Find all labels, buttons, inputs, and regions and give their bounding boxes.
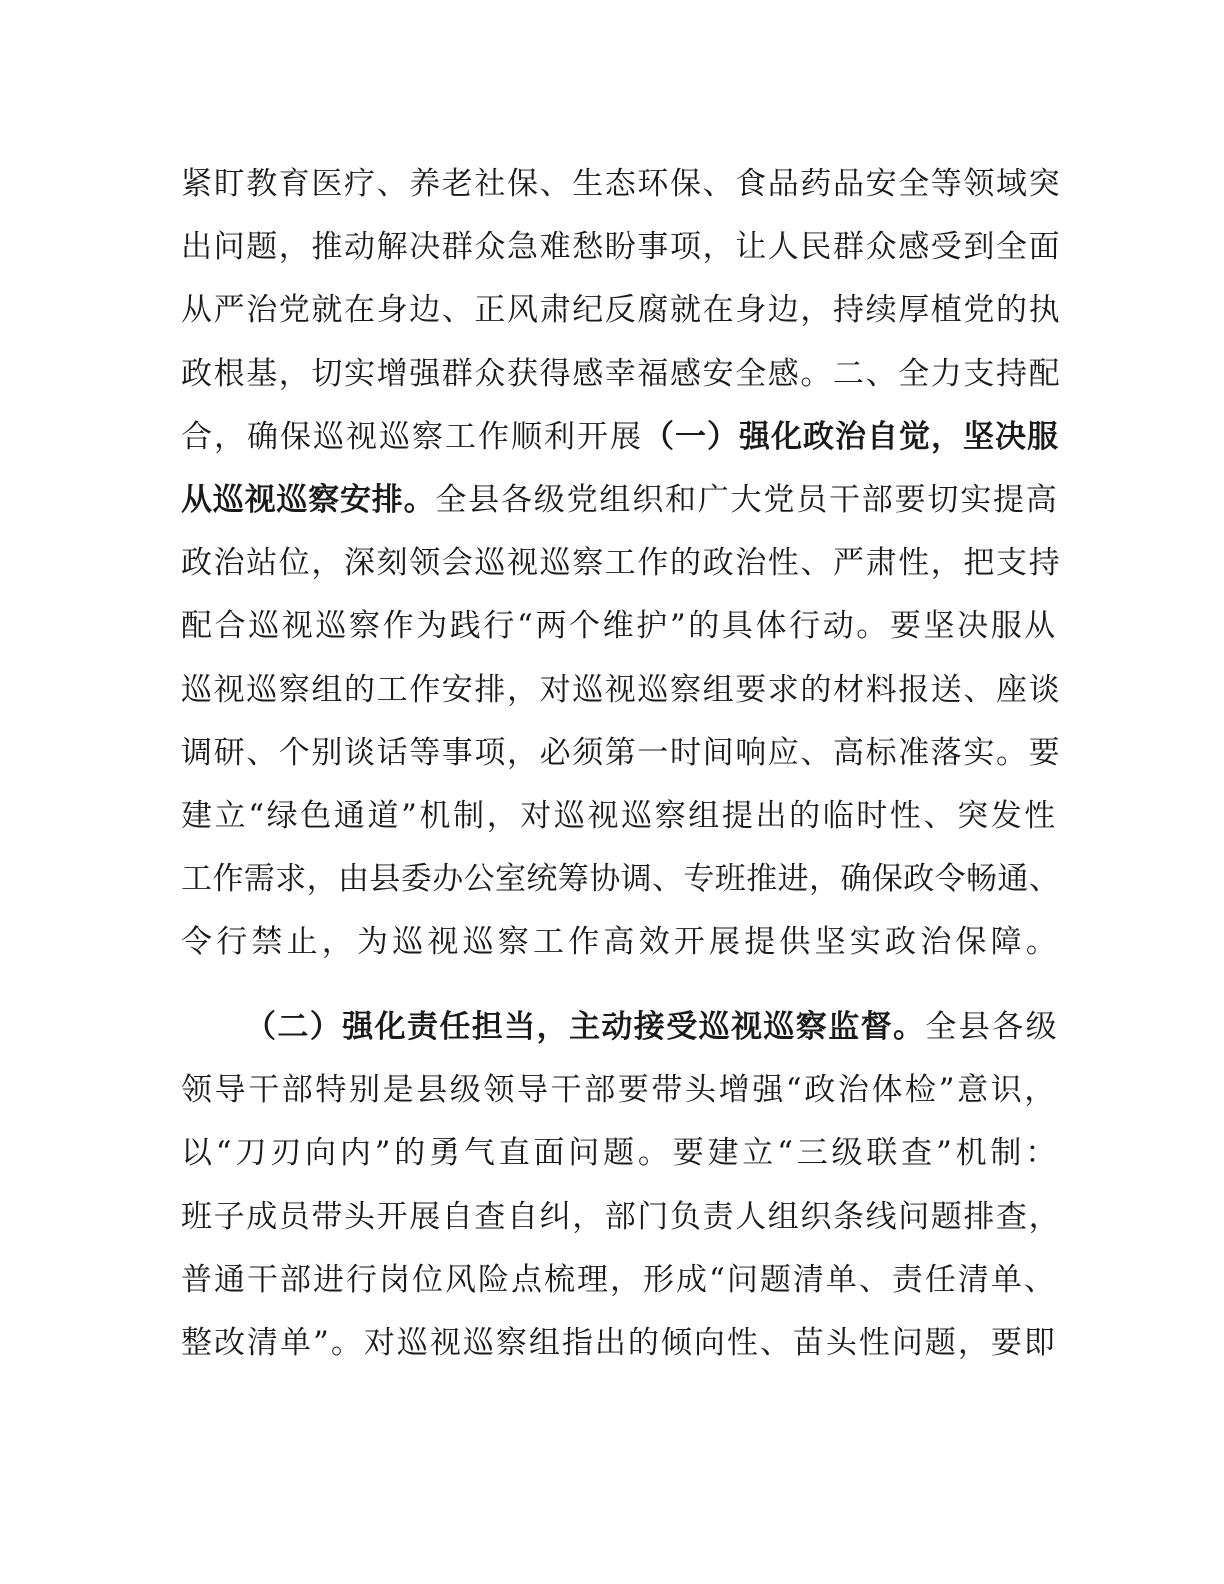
bold-heading-text: （二）强化责任担当，主动接受巡视巡察监督。 [245, 1009, 926, 1045]
text-line [181, 1070, 1058, 1110]
body-text: 配合巡视巡察作为践行“两个维护”的具体行动。要坚决服从 [181, 608, 1058, 645]
text-line [181, 1197, 1061, 1237]
text-line [181, 606, 1058, 646]
text-line [181, 354, 1061, 394]
body-text: 工作需求，由县委办公室统筹协调、专班推进，确保政令畅通、 [181, 861, 1061, 898]
body-text: 紧盯教育医疗、养老社保、生态环保、食品药品安全等领域突 [181, 166, 1062, 202]
text-line [181, 164, 1061, 204]
text-line [181, 670, 1061, 710]
text-line [181, 290, 1061, 330]
body-text: 从严治党就在身边、正风肃纪反腐就在身边，持续厚植党的执 [181, 292, 1062, 329]
body-text: 整改清单”。对巡视巡察组指出的倾向性、苗头性问题，要即 [181, 1325, 1057, 1361]
body-text: 政根基，切实增强群众获得感幸福感安全感。二、全力支持配 [181, 355, 1062, 392]
body-text: 政治站位，深刻领会巡视巡察工作的政治性、严肃性，把支持 [181, 545, 1062, 582]
text-line [181, 480, 1059, 520]
text-line [181, 733, 1061, 773]
text-line [181, 922, 1061, 962]
text-line [181, 1260, 1057, 1300]
body-text: 全县各级党组织和广大党员干部要切实提高 [435, 482, 1059, 518]
body-text: 巡视巡察组的工作安排，对巡视巡察组要求的材料报送、座谈 [181, 671, 1062, 708]
body-text: 合，确保巡视巡察工作顺利开展 [181, 418, 643, 455]
body-text: 建立“绿色通道”机制，对巡视巡察组提出的临时性、突发性 [181, 798, 1058, 834]
text-line [181, 1133, 1060, 1173]
body-text: 以“刀刃向内”的勇气直面问题。要建立“三级联查”机制： [181, 1135, 1060, 1172]
body-text: 领导干部特别是县级领导干部要带头增强“政治体检”意识， [181, 1072, 1058, 1109]
text-line [245, 1007, 1059, 1047]
text-line [181, 417, 1059, 457]
body-text: 令行禁止，为巡视巡察工作高效开展提供坚实政治保障。 [181, 924, 1061, 961]
body-text: 出问题，推动解决群众急难愁盼事项，让人民群众感受到全面 [181, 229, 1062, 266]
text-line [181, 796, 1058, 836]
text-line [181, 227, 1061, 267]
text-line [181, 859, 1060, 899]
body-text: 调研、个别谈话等事项，必须第一时间响应、高标准落实。要 [181, 734, 1062, 771]
bold-heading-text: 从巡视巡察安排。 [181, 482, 436, 518]
body-text: 全县各级 [925, 1009, 1060, 1045]
body-text: 班子成员带头开展自查自纠，部门负责人组织条线问题排查， [181, 1198, 1062, 1235]
bold-heading-text: （一）强化政治自觉，坚决服 [643, 418, 1059, 455]
body-text: 普通干部进行岗位风险点梳理，形成“问题清单、责任清单、 [181, 1261, 1057, 1298]
text-line [181, 543, 1061, 583]
text-line [181, 1323, 1057, 1363]
